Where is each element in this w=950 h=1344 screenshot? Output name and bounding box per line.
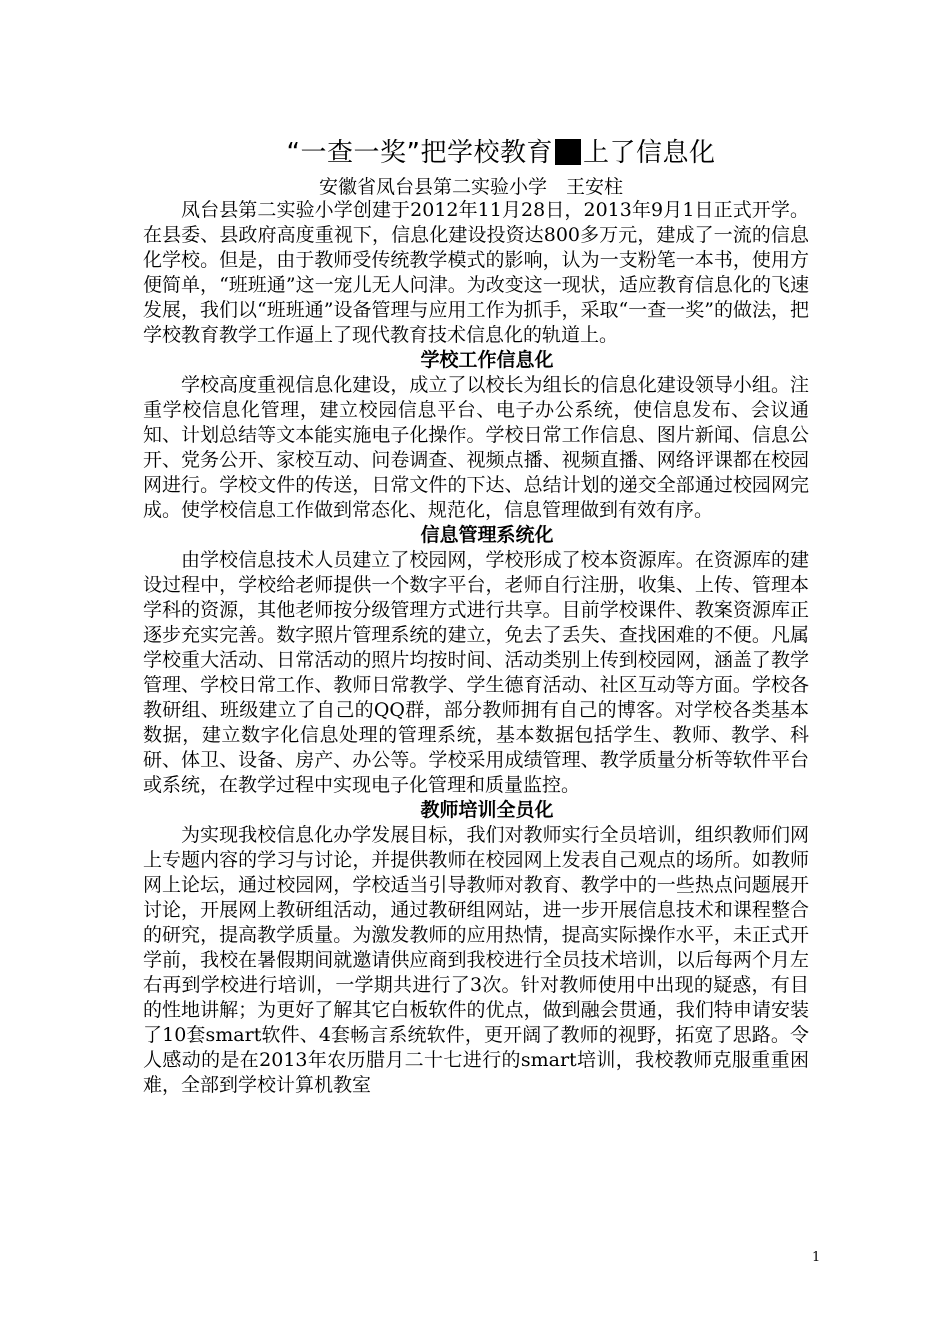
section-paragraph: 由学校信息技术人员建立了校园网，学校形成了校本资源库。在资源库的建设过程中，学校给老师提供一个数字平台，老师自行注册，收集、上传、管理本学科的资源，其他老师按分级管理方式进行共享。目前学校课件、教案资源库正逐步充实完善。数字照片管理系统的建立，免去了丢失、查找困难的不便。凡属学校重大活动、日常活动的照片均按时间、活动类别上传到校园网，涵盖了教学管理、学校日常工作、教师日常教学、学生德育活动、社区互动等方面。学校各教研组、班级建立了自己的QQ群，部分教师拥有自己的博客。对学校各类基本数据，建立数字化信息处理的管理系统，基本数据包括学生、教师、教学、科研、体卫、设备、房产、办公等。学校采用成绩管理、教学质量分析等软件平台或系统，在教学过程中实现电子化管理和质量监控。: [143, 549, 809, 796]
page-title: [143, 138, 809, 168]
title-text-end: 上了信息化: [582, 138, 716, 168]
title-text-start: “一查一奖”把学校教育: [286, 138, 553, 168]
author-line: 安徽省凤台县第二实验小学 王安柱: [319, 176, 624, 198]
section-heading: 教师培训全员化: [420, 799, 554, 821]
intro-paragraph: 凤台县第二实验小学创建于2012年11月28日，2013年9月1日正式开学。在县委、县政府高度重视下，信息化建设投资达800多万元，建成了一流的信息化学校。但是，由于教师受传统教学模式的影响，认为一支粉笔一本书，使用方便简单，“班班通”这一宠儿无人问津。为改变这一现状，适应教育信息化的飞速发展，我们以“班班通”设备管理与应用工作为抓手，采取“一查一奖”的做法，把学校教育教学工作逼上了现代教育技术信息化的轨道上。: [143, 199, 809, 346]
section-paragraph: 学校高度重视信息化建设，成立了以校长为组长的信息化建设领导小组。注重学校信息化管理，建立校园信息平台、电子办公系统，使信息发布、会议通知、计划总结等文本能实施电子化操作。学校日常工作信息、图片新闻、信息公开、党务公开、家校互动、问卷调查、视频点播、视频直播、网络评课都在校园网进行。学校文件的传送，日常文件的下达、总结计划的递交全部通过校园网完成。使学校信息工作做到常态化、规范化，信息管理做到有效有序。: [143, 374, 809, 521]
section-heading: 信息管理系统化: [420, 524, 554, 546]
section-paragraph: 为实现我校信息化办学发展目标，我们对教师实行全员培训，组织教师们网上专题内容的学习与讨论，并提供教师在校园网上发表自己观点的场所。如教师网上论坛，通过校园网，学校适当引导教师对教育、教学中的一些热点问题展开讨论，开展网上教研组活动，通过教研组网站，进一步开展信息技术和课程整合的研究，提高教学质量。为激发教师的应用热情，提高实际操作水平，未正式开学前，我校在暑假期间就邀请供应商到我校进行全员技术培训，以后每两个月左右再到学校进行培训，一学期共进行了3次。针对教师使用中出现的疑惑，有目的性地讲解；为更好了解其它白板软件的优点，做到融会贯通，我们特申请安装了10套smart软件、4套畅言系统软件，更开阔了教师的视野，拓宽了思路。令人感动的是在2013年农历腊月二十七进行的smart培训，我校教师克服重重困难，全部到学校计算机教室: [143, 824, 809, 1096]
section-heading: 学校工作信息化: [420, 349, 554, 371]
page-number: 1: [812, 1250, 821, 1265]
redacted-character-mark: [555, 139, 581, 165]
document-body: [143, 138, 809, 1098]
